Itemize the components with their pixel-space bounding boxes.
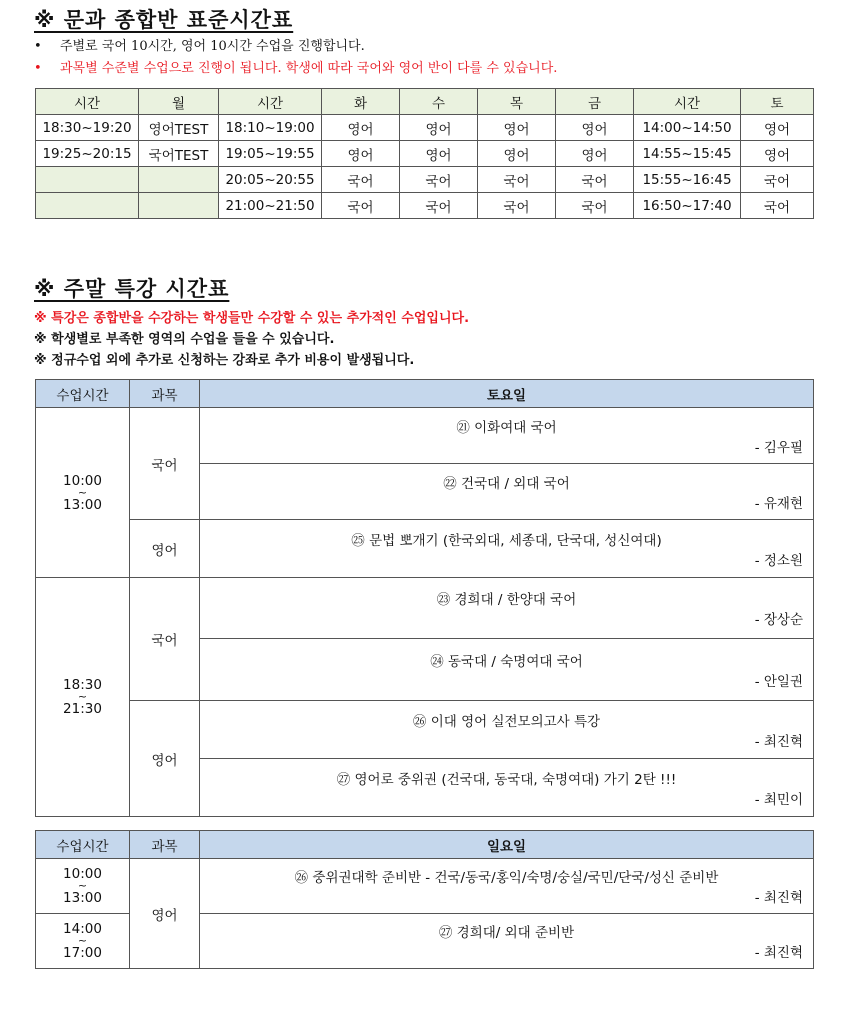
- timetable-header-cell: 월: [139, 89, 219, 115]
- class-name: ㉕ 문법 뽀개기 (한국외대, 세종대, 단국대, 성신여대): [351, 532, 662, 549]
- timetable-cell: 국어: [556, 193, 634, 219]
- bullet-text: 주별로 국어 10시간, 영어 10시간 수업을 진행합니다.: [60, 39, 365, 54]
- timetable-cell: 국어: [322, 193, 400, 219]
- class-cell: [200, 914, 814, 969]
- time-tilde: ~: [77, 879, 88, 892]
- class-name: ㉓ 경희대 / 한양대 국어: [436, 592, 577, 608]
- header-time: 수업시간: [36, 831, 130, 859]
- time-start: 14:00: [63, 921, 102, 937]
- saturday-timetable: [35, 379, 814, 817]
- timetable-row: [36, 193, 814, 219]
- teacher-name: - 유재현: [754, 495, 803, 512]
- class-cell: [200, 759, 814, 817]
- class-cell: [200, 578, 814, 639]
- time-end: 21:30: [63, 701, 102, 717]
- timetable-row: [36, 115, 814, 141]
- timetable-cell: 15:55~16:45: [634, 167, 741, 193]
- header-subject: 과목: [130, 831, 200, 859]
- header-time: 수업시간: [36, 380, 130, 408]
- timetable-cell: 국어: [322, 167, 400, 193]
- timetable-cell: 영어: [556, 115, 634, 141]
- note-2: ※ 학생별로 부족한 영역의 수업을 들을 수 있습니다.: [34, 332, 335, 347]
- notes: [34, 308, 469, 371]
- time-tilde: ~: [77, 485, 88, 499]
- class-name: ㉔ 동국대 / 숙명여대 국어: [430, 653, 583, 670]
- timetable-cell: 영어: [400, 141, 478, 167]
- class-cell: [200, 639, 814, 701]
- bullet-mark: •: [34, 61, 42, 76]
- timetable-cell: [139, 167, 219, 193]
- subject-english: 영어: [130, 520, 200, 578]
- bullet-list: [34, 36, 557, 80]
- teacher-name: - 최진혁: [754, 890, 803, 906]
- teacher-name: - 최진혁: [754, 733, 803, 750]
- timetable-cell: [139, 193, 219, 219]
- time-start: 18:30: [63, 677, 102, 693]
- time-end: 13:00: [63, 890, 102, 906]
- subject-korean: 국어: [130, 578, 200, 701]
- time-start: 10:00: [63, 472, 102, 489]
- header-saturday: 토요일: [200, 380, 814, 408]
- teacher-name: - 최진혁: [754, 945, 803, 961]
- timetable-cell: 국어: [741, 193, 814, 219]
- timetable-cell: 19:05~19:55: [219, 141, 322, 167]
- timetable-row: [36, 141, 814, 167]
- bullet-item: [34, 36, 557, 58]
- time-tilde: ~: [77, 690, 88, 703]
- timetable-cell: 19:25~20:15: [36, 141, 139, 167]
- subject-english: 영어: [130, 859, 200, 969]
- class-name: ㉗ 경희대/ 외대 준비반: [438, 925, 575, 941]
- note-1: ※ 특강은 종합반을 수강하는 학생들만 수강할 수 있는 추가적인 수업입니다.: [34, 311, 470, 326]
- timetable-cell: [36, 167, 139, 193]
- sunday-timetable: [35, 830, 814, 969]
- timetable-cell: 14:00~14:50: [634, 115, 741, 141]
- time-end: 13:00: [63, 496, 102, 513]
- header-sunday: 일요일: [200, 831, 814, 859]
- section1-title: ※ 문과 종합반 표준시간표: [34, 8, 294, 32]
- timetable-cell: 영어: [478, 115, 556, 141]
- class-cell: [200, 464, 814, 520]
- time-block-morning: [36, 408, 130, 578]
- class-name: ㉖ 중위권대학 준비반 - 건국/동국/홍익/숙명/숭실/국민/단국/성신 준비반: [294, 870, 719, 886]
- timetable-header-row: [36, 89, 814, 115]
- timetable-header-cell: 시간: [36, 89, 139, 115]
- class-cell: [200, 520, 814, 578]
- teacher-name: - 김우필: [754, 439, 803, 456]
- subject-korean: 국어: [130, 408, 200, 520]
- class-cell: [200, 701, 814, 759]
- timetable-cell: 국어TEST: [139, 141, 219, 167]
- timetable-cell: [36, 193, 139, 219]
- timetable-cell: 18:30~19:20: [36, 115, 139, 141]
- bullet-mark: •: [34, 39, 42, 54]
- timetable-cell: 영어: [322, 141, 400, 167]
- header-subject: 과목: [130, 380, 200, 408]
- timetable-cell: 18:10~19:00: [219, 115, 322, 141]
- timetable-cell: 국어: [741, 167, 814, 193]
- timetable-row: [36, 167, 814, 193]
- timetable-cell: 14:55~15:45: [634, 141, 741, 167]
- bullet-item-warning: [34, 58, 557, 80]
- time-block-afternoon: [36, 914, 130, 969]
- time-start: 10:00: [63, 866, 102, 882]
- timetable-cell: 영어: [322, 115, 400, 141]
- timetable-header-cell: 수: [400, 89, 478, 115]
- class-name: ㉖ 이대 영어 실전모의고사 특강: [412, 713, 601, 730]
- timetable-cell: 국어: [400, 193, 478, 219]
- timetable-header-cell: 토: [741, 89, 814, 115]
- timetable-cell: 국어: [400, 167, 478, 193]
- class-cell: [200, 859, 814, 914]
- time-block-evening: [36, 578, 130, 817]
- class-name: ㉒ 건국대 / 외대 국어: [443, 475, 570, 492]
- timetable-cell: 국어: [478, 167, 556, 193]
- timetable-cell: 영어: [741, 115, 814, 141]
- weekday-timetable: [35, 88, 814, 219]
- timetable-header-cell: 목: [478, 89, 556, 115]
- teacher-name: - 최민이: [754, 791, 803, 808]
- timetable-cell: 국어: [556, 167, 634, 193]
- timetable-cell: 영어: [741, 141, 814, 167]
- timetable-cell: 20:05~20:55: [219, 167, 322, 193]
- timetable-cell: 영어: [478, 141, 556, 167]
- timetable-cell: 영어: [556, 141, 634, 167]
- timetable-header-cell: 시간: [634, 89, 741, 115]
- timetable-header-cell: 화: [322, 89, 400, 115]
- section2-title: ※ 주말 특강 시간표: [34, 277, 230, 301]
- class-name: ㉗ 영어로 중위권 (건국대, 동국대, 숙명여대) 가기 2탄 !!!: [336, 771, 677, 788]
- class-cell: [200, 408, 814, 464]
- bullet-text: 과목별 수준별 수업으로 진행이 됩니다. 학생에 따라 국어와 영어 반이 다를 수 있습니다.: [60, 61, 558, 76]
- teacher-name: - 장상순: [754, 612, 803, 628]
- timetable-header-cell: 금: [556, 89, 634, 115]
- teacher-name: - 정소원: [754, 552, 803, 569]
- time-end: 17:00: [63, 945, 102, 961]
- timetable-header-cell: 시간: [219, 89, 322, 115]
- timetable-cell: 국어: [478, 193, 556, 219]
- timetable-cell: 16:50~17:40: [634, 193, 741, 219]
- timetable-cell: 21:00~21:50: [219, 193, 322, 219]
- time-block-morning: [36, 859, 130, 914]
- subject-english: 영어: [130, 701, 200, 817]
- time-tilde: ~: [77, 934, 88, 947]
- timetable-cell: 영어: [400, 115, 478, 141]
- class-name: ㉑ 이화여대 국어: [456, 419, 557, 436]
- teacher-name: - 안일권: [754, 673, 803, 690]
- timetable-cell: 영어TEST: [139, 115, 219, 141]
- note-3: ※ 정규수업 외에 추가로 신청하는 강좌로 추가 비용이 발생됩니다.: [34, 353, 415, 368]
